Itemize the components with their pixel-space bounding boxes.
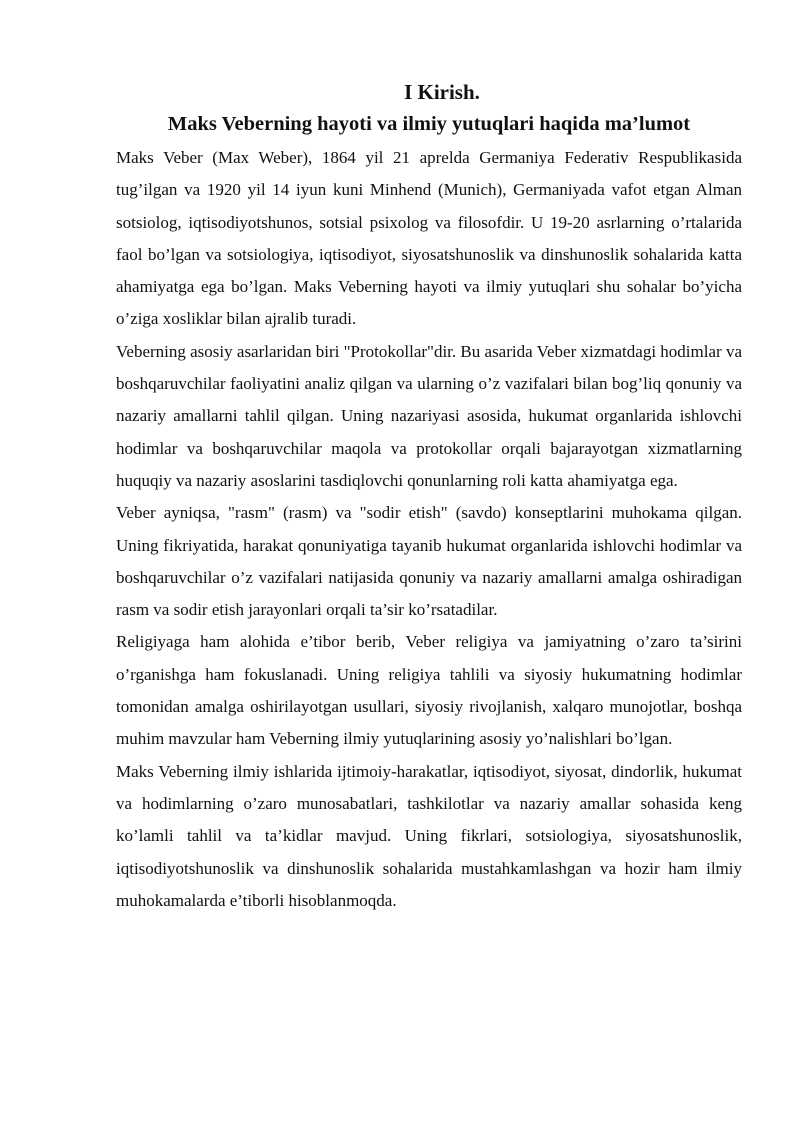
section-heading: I Kirish. [404, 80, 480, 104]
paragraph-protokollar: Veberning asosiy asarlaridan biri "Protokollar"dir. Bu asarida Veber xizmatdagi hodimlar va boshqaruvchilar faoliyatini analiz qilgan va ularning o’z vazifalari bilan bog’liq qonuniy va nazariy amallarni tahlil qilgan. Uning nazariyasi asosida, hukumat organlarida ishlovchi hodimlar va boshqaruvchilar maqola va protokollar orqali bajarayotgan xizmatlarning huquqiy va nazariy asoslarini tasdiqlovchi qonunlarning roli katta ahamiyatga ega. [116, 341, 742, 490]
document-page [116, 76, 742, 917]
document-title: Maks Veberning hayoti va ilmiy yutuqlari haqida ma’lumot [167, 113, 691, 135]
paragraph-intro: Maks Veber (Max Weber), 1864 yil 21 aprelda Germaniya Federativ Respublikasida tug’ilgan va 1920 yil 14 iyun kuni Minhend (Munich), Germaniyada vafot etgan Alman sotsiolog, iqtisodiyotshunos, sotsial psixolog va filosofdir. U 19-20 asrlarning o’rtalarida faol bo’lgan va sotsiologiya, iqtisodiyot, siyosatshunoslik va dinshunoslik sohalarida katta ahamiyatga ega bo’lgan. Maks Veberning hayoti va ilmiy yutuqlari shu sohalar bo’yicha o’ziga xosliklar bilan ajralib turadi. [116, 148, 742, 329]
paragraph-religion: Religiyaga ham alohida e’tibor berib, Veber religiya va jamiyatning o’zaro ta’sirini o’rganishga ham fokuslanadi. Uning religiya tahlili va siyosiy hukumatning hodimlar tomonidan amalga oshirilayotgan usullari, siyosiy rivojlanish, xalqaro munojotlar, boshqa muhim mavzular ham Veberning ilmiy yutuqlarining asosiy yo’nalishlari bo’lgan. [116, 632, 742, 749]
paragraph-rasm: Veber ayniqsa, "rasm" (rasm) va "sodir etish" (savdo) konseptlarini muhokama qilgan. Uning fikriyatida, harakat qonuniyatiga tayanib hukumat organlarida ishlovchi hodimlar va boshqaruvchilar o’z vazifalari natijasida qonuniy va nazariy amallarni amalga oshiradigan rasm va sodir etish jarayonlari orqali ta’sir ko’rsatadilar. [116, 503, 742, 620]
paragraph-conclusion: Maks Veberning ilmiy ishlarida ijtimoiy-harakatlar, iqtisodiyot, siyosat, dindorlik, hukumat va hodimlarning o’zaro munosabatlari, tashkilotlar va nazariy amallar sohasida keng ko’lamli tahlil va ta’kidlar mavjud. Uning fikrlari, sotsiologiya, siyosatshunoslik, iqtisodiyotshunoslik va dinshunoslik sohalarida mustahkamlashgan va hozir ham ilmiy muhokamalarda e’tiborli hisoblanmoqda. [116, 761, 742, 910]
